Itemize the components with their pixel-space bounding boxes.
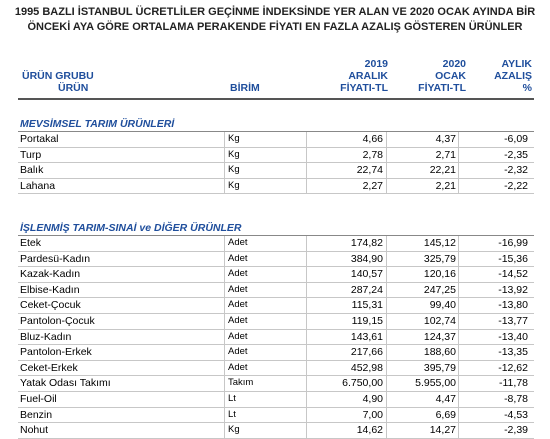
column-separator [306,314,307,329]
table-row [18,392,534,408]
header-pct-monthly: AYLIK [501,58,532,70]
column-separator [458,330,459,345]
table-processed [18,236,534,439]
price-2020-cell: 4,47 [435,392,456,405]
price-2020-cell: 247,25 [423,283,456,296]
report-title-line1: 1995 BAZLI İSTANBUL ÜCRETLİLER GEÇİNME İNDEKSİNDE YER ALAN VE 2020 OCAK AYINDA BİR [14,6,536,18]
decrease-pct-cell: -4,53 [504,408,528,421]
price-2019-cell: 217,66 [350,346,383,359]
column-separator [386,179,387,194]
header-2019-month: ARALIK [348,70,388,82]
column-separator [386,392,387,407]
price-2019-cell: 4,66 [362,133,383,145]
decrease-pct-cell: -13,40 [498,330,528,343]
price-2019-cell: 174,82 [350,237,383,249]
product-name: Nohut [20,424,49,437]
decrease-pct-cell: -8,78 [504,392,528,405]
table-row [18,376,534,392]
report-title-line2: ÖNCEKİ AYA GÖRE ORTALAMA PERAKENDE FİYATI EN FAZLA AZALIŞ GÖSTEREN ÜRÜNLER [27,21,523,33]
decrease-pct-cell: -13,77 [498,314,528,327]
product-name: Balık [20,164,44,177]
decrease-pct-cell: -2,32 [504,164,528,177]
header-pct-decrease: AZALIŞ [494,70,532,82]
product-name: Yatak Odası Takımı [20,377,111,390]
price-2020-cell: 99,40 [429,299,456,312]
table-row [18,408,534,424]
column-separator [386,376,387,391]
table-row [18,314,534,330]
column-separator [386,163,387,178]
column-separator [224,148,225,163]
price-2020-cell: 5.955,00 [415,377,456,390]
column-separator [458,132,459,147]
table-row [18,179,534,195]
unit-cell: Adet [228,346,248,358]
decrease-pct-cell: -16,99 [498,237,528,249]
product-name: Benzin [20,408,53,421]
table-row [18,267,534,283]
column-separator [306,283,307,298]
table-seasonal [18,132,534,194]
product-name: Pardesü-Kadın [20,252,91,265]
price-2020-cell: 188,60 [423,346,456,359]
column-separator [224,361,225,376]
product-name: Fuel-Oil [20,392,57,405]
column-separator [306,376,307,391]
column-separator [458,423,459,438]
unit-cell: Adet [228,330,248,342]
header-divider [18,98,534,100]
price-2019-cell: 115,31 [351,299,383,312]
column-separator [458,267,459,282]
price-2020-cell: 120,16 [423,268,456,281]
column-separator [224,408,225,423]
product-name: Pantolon-Çocuk [20,314,95,327]
column-separator [458,314,459,329]
column-separator [386,283,387,298]
table-row [18,236,534,252]
product-name: Elbise-Kadın [20,283,80,296]
table-row [18,345,534,361]
column-separator [224,330,225,345]
unit-cell: Adet [228,283,248,295]
product-name: Lahana [20,179,56,192]
column-separator [458,283,459,298]
column-separator [306,163,307,178]
column-separator [458,361,459,376]
column-separator [224,392,225,407]
decrease-pct-cell: -13,92 [498,283,528,296]
column-separator [386,267,387,282]
product-name: Portakal [20,133,59,145]
column-separator [458,163,459,178]
column-separator [224,314,225,329]
column-separator [224,423,225,438]
header-product: ÜRÜN [58,82,89,94]
header-pct [472,58,532,94]
unit-cell: Kg [228,133,240,144]
price-2020-cell: 14,27 [429,424,456,437]
decrease-pct-cell: -12,62 [498,361,528,374]
unit-cell: Adet [228,361,248,373]
price-2020-cell: 4,37 [435,133,456,145]
column-separator [386,423,387,438]
price-2020-cell: 2,71 [435,148,456,161]
price-2019-cell: 6.750,00 [342,377,383,390]
decrease-pct-cell: -13,35 [498,346,528,359]
unit-cell: Adet [228,314,248,326]
decrease-pct-cell: -2,39 [504,424,528,437]
price-2020-cell: 124,37 [423,330,456,343]
decrease-pct-cell: -2,22 [504,179,528,192]
header-2020-year: 2020 [442,58,466,70]
table-row [18,148,534,164]
header-2020-price: FİYATI-TL [418,82,466,94]
price-2020-cell: 2,21 [435,179,456,192]
unit-cell: Adet [228,299,248,311]
column-separator [306,330,307,345]
column-separator [386,252,387,267]
column-separator [306,345,307,360]
header-pct-sign: % [522,82,532,94]
column-separator [306,179,307,194]
column-separator [386,132,387,147]
column-separator [386,314,387,329]
column-separator [224,163,225,178]
column-separator [306,298,307,313]
unit-cell: Kg [228,164,240,176]
column-separator [386,148,387,163]
price-2020-cell: 395,79 [423,361,456,374]
column-separator [386,298,387,313]
price-2019-cell: 452,98 [350,361,383,374]
column-separator [458,236,459,251]
column-separator [224,267,225,282]
column-separator [458,252,459,267]
section-processed-title: İŞLENMİŞ TARIM-SINAİ ve DİĞER ÜRÜNLER [20,222,242,234]
column-separator [306,148,307,163]
price-2019-cell: 287,24 [350,283,383,296]
column-separator [306,252,307,267]
column-separator [224,345,225,360]
column-separator [306,361,307,376]
price-2020-cell: 102,74 [423,314,456,327]
unit-cell: Lt [228,408,236,420]
table-row [18,163,534,179]
column-separator [386,361,387,376]
price-2019-cell: 384,90 [350,252,383,265]
column-separator [386,330,387,345]
column-separator [224,236,225,251]
column-separator [458,408,459,423]
decrease-pct-cell: -2,35 [504,148,528,161]
header-2019-year: 2019 [364,58,388,70]
table-row [18,330,534,346]
decrease-pct-cell: -6,09 [504,133,528,145]
price-2019-cell: 140,57 [350,268,383,281]
column-separator [458,376,459,391]
column-separator [306,236,307,251]
column-separator [224,252,225,267]
column-separator [458,392,459,407]
unit-cell: Adet [228,268,248,280]
header-unit: BİRİM [230,82,260,94]
unit-cell: Kg [228,179,240,191]
price-2020-cell: 325,79 [423,252,456,265]
price-2019-cell: 7,00 [362,408,383,421]
column-separator [306,408,307,423]
column-separator [386,236,387,251]
unit-cell: Kg [228,148,240,160]
column-separator [306,392,307,407]
header-group: ÜRÜN GRUBU [22,70,94,82]
product-name: Etek [20,237,42,249]
column-separator [224,179,225,194]
unit-cell: Takım [228,377,254,389]
header-2020-month: OCAK [435,70,466,82]
column-separator [386,345,387,360]
product-name: Ceket-Çocuk [20,299,81,312]
column-separator [458,298,459,313]
price-2019-cell: 119,15 [351,314,383,327]
column-separator [224,298,225,313]
decrease-pct-cell: -11,78 [499,377,528,390]
column-separator [386,408,387,423]
table-row [18,132,534,148]
section-seasonal-title: MEVSİMSEL TARIM ÜRÜNLERİ [20,118,175,130]
product-name: Bluz-Kadın [20,330,72,343]
column-separator [224,132,225,147]
product-name: Kazak-Kadın [20,268,81,281]
unit-cell: Adet [228,252,248,264]
column-separator [306,423,307,438]
product-name: Pantolon-Erkek [20,346,92,359]
price-2019-cell: 2,27 [362,179,383,192]
price-2020-cell: 145,12 [423,237,456,249]
header-2019 [308,58,388,94]
column-separator [306,267,307,282]
price-2019-cell: 22,74 [356,164,383,177]
decrease-pct-cell: -15,36 [498,252,528,265]
unit-cell: Lt [228,392,236,404]
product-name: Ceket-Erkek [20,361,78,374]
column-separator [306,132,307,147]
header-2019-price: FİYATI-TL [340,82,388,94]
decrease-pct-cell: -13,80 [498,299,528,312]
column-separator [224,376,225,391]
unit-cell: Kg [228,424,240,436]
price-2019-cell: 14,62 [356,424,383,437]
column-separator [224,283,225,298]
column-separator [458,345,459,360]
table-row [18,283,534,299]
price-2019-cell: 2,78 [362,148,383,161]
table-row [18,298,534,314]
price-2020-cell: 22,21 [429,164,456,177]
table-row [18,252,534,268]
price-2019-cell: 143,61 [350,330,383,343]
table-row [18,361,534,377]
column-separator [458,148,459,163]
header-2020 [386,58,466,94]
price-2019-cell: 4,90 [362,392,383,405]
column-separator [458,179,459,194]
decrease-pct-cell: -14,52 [498,268,528,281]
price-2020-cell: 6,69 [435,408,456,421]
product-name: Turp [20,148,42,161]
table-row [18,423,534,439]
unit-cell: Adet [228,237,248,248]
